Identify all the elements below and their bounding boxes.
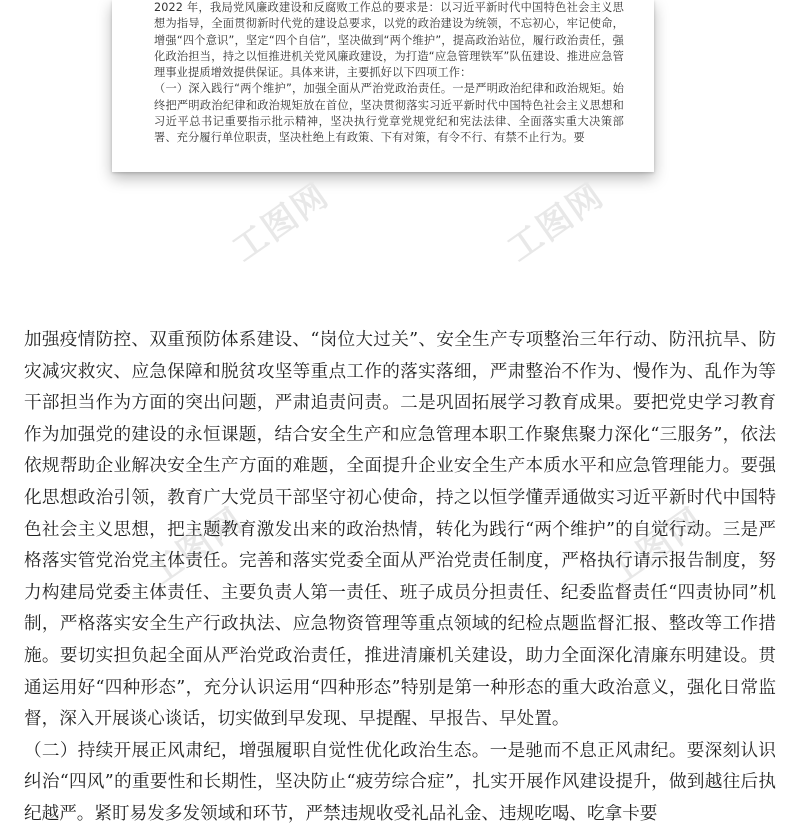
watermark: 工图网	[600, 500, 712, 595]
watermark: 工图网	[140, 500, 252, 595]
body-paragraph-1: 加强疫情防控、双重预防体系建设、“岗位大过关”、安全生产专项整治三年行动、防汛抗旱、防灾减灾救灾、应急保障和脱贫攻坚等重点工作的落实落细，严肃整治不作为、慢作为、乱作为等干部担当作为方面的突出问题，严肃追责问责。二是巩固拓展学习教育成果。要把党史学习教育作为加强党的建设的永恒课题，结合安全生产和应急管理本职工作聚焦聚力深化“三服务”，依法依规帮助企业解决安全生产方面的难题，全面提升企业安全生产本质水平和应急管理能力。要强化思想政治引领，教育广大党员干部坚守初心使命，持之以恒学懂弄通做实习近平新时代中国特色社会主义思想，把主题教育激发出来的政治热情，转化为践行“两个维护”的自觉行动。三是严格落实管党治党主体责任。完善和落实党委全面从严治党责任制度，严格执行请示报告制度，努力构建局党委主体责任、主要负责人第一责任、班子成员分担责任、纪委监督责任“四责协同”机制，严格落实安全生产行政执法、应急物资管理等重点领域的纪检点题监督汇报、整改等工作措施。要切实担负起全面从严治党政治责任，推进清廉机关建设，助力全面深化清廉东明建设。贯通运用好“四种形态”，充分认识运用“四种形态”特别是第一种形态的重大政治意义，强化日常监督，深入开展谈心谈话，切实做到早发现、早提醒、早报告、早处置。	[24, 330, 776, 730]
body-paragraph-2: （二）持续开展正风肃纪，增强履职自觉性优化政治生态。一是驰而不息正风肃纪。要深刻认识纠治“四风”的重要性和长期性，坚决防止“疲劳综合症”，扎实开展作风建设提升，做到越往后执纪越严。紧盯易发多发领域和环节，严禁违规收受礼品礼金、违规吃喝、吃拿卡要	[24, 740, 776, 824]
watermark: 工图网	[225, 175, 337, 270]
document-thumbnail	[112, 0, 654, 172]
thumbnail-paragraph-1: 2022 年，我局党风廉政建设和反腐败工作总的要求是：以习近平新时代中国特色社会主义思想为指导，全面贯彻新时代党的建设总要求，以党的政治建设为统领，不忘初心，牢记使命，增强“四个意识”，坚定“四个自信”，坚决做到“两个维护”，提高政治站位，履行政治责任，强化政治担当，持之以恒推进机关党风廉政建设，为打造“应急管理铁军”队伍建设、推进应急管理事业提质增效提供保证。具体来讲，主要抓好以下四项工作：	[154, 1, 624, 80]
watermark: 工图网	[500, 175, 612, 270]
thumbnail-text	[154, 0, 624, 147]
thumbnail-paragraph-2: （一）深入践行“两个维护”，加强全面从严治党政治责任。一是严明政治纪律和政治规矩。始终把严明政治纪律和政治规矩放在首位，坚决贯彻落实习近平新时代中国特色社会主义思想和习近平总书记重要指示批示精神，坚决执行党章党规党纪和宪法法律、全面落实重大决策部署、充分履行单位职责，坚决杜绝上有政策、下有对策，有令不行、有禁不止行为。要	[154, 82, 624, 145]
document-body	[24, 325, 776, 831]
preview-area	[0, 0, 800, 300]
